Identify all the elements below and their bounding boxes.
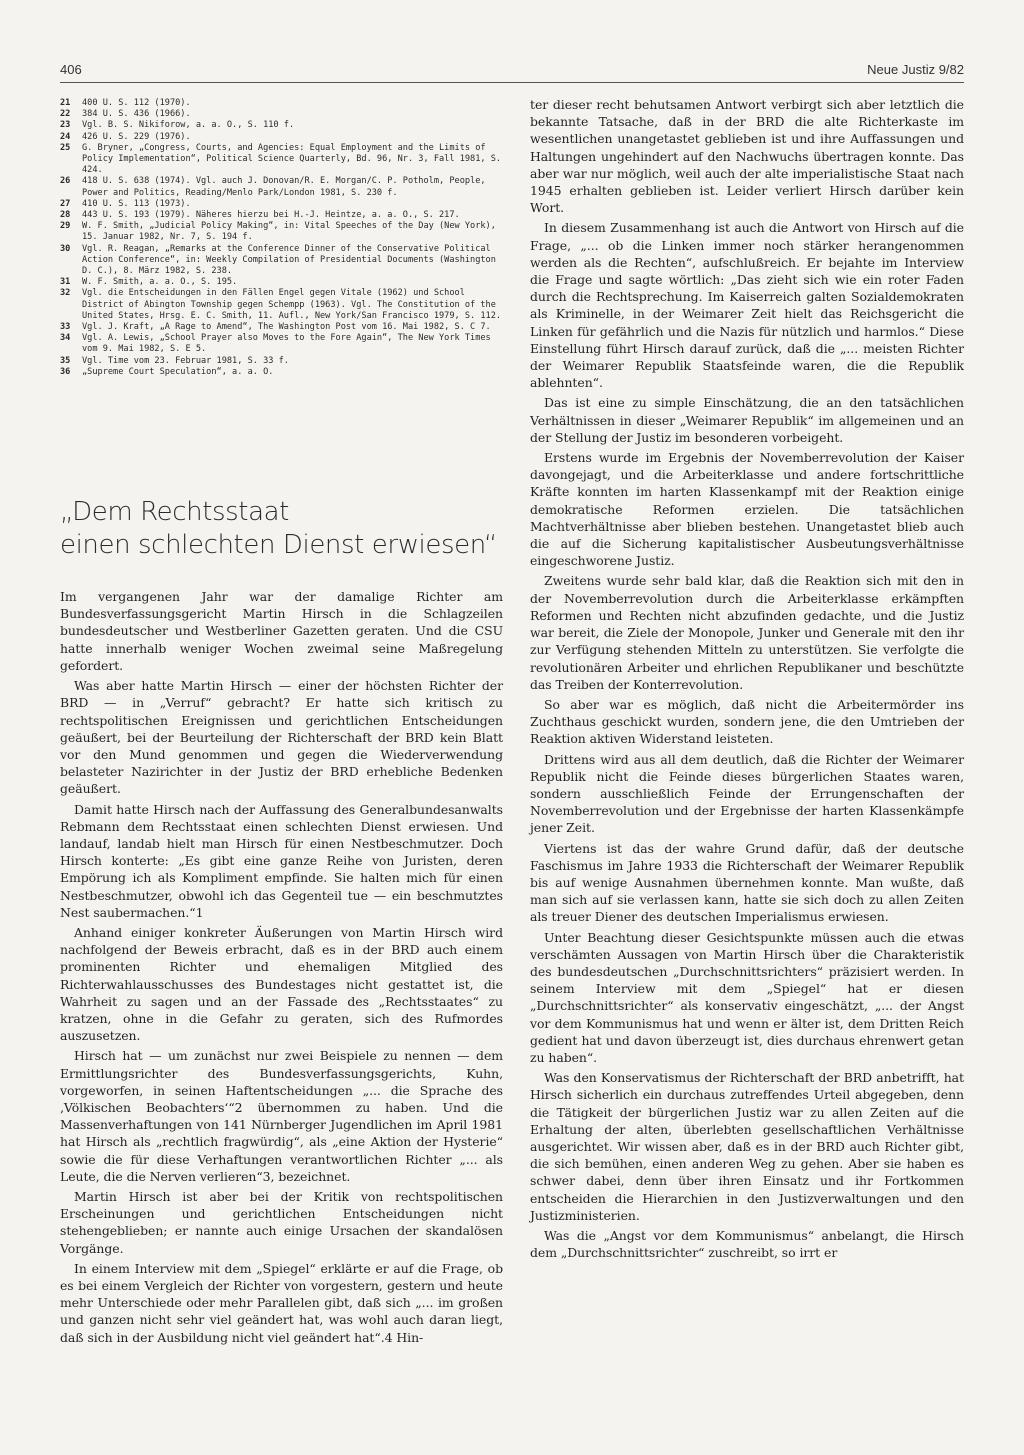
page-number: 406	[60, 62, 82, 77]
footnote	[60, 210, 503, 221]
paragraph: Zweitens wurde sehr bald klar, daß die Reaktion sich mit den in der Novemberrevolution durch die Arbeiterklasse erkämpften Reformen und Rechten nicht abzufinden gedachte, und die Justiz war bereit, die Ziele der Monopole, Junker und Generale mit den ihr zur Verfügung stehenden Mitteln zu unterstützen. Sie verfolgte die revolutionären Arbeiter und ehrlichen Republikaner und beschützte das Treiben der Konterrevolution.	[530, 573, 964, 692]
footnote	[60, 98, 503, 109]
footnote-text: 384 U. S. 436 (1966).	[82, 109, 191, 120]
left-column	[60, 98, 503, 1349]
footnote-text: Vgl. B. S. Nikiforow, a. a. O., S. 110 f.	[82, 120, 295, 131]
article-title	[60, 496, 503, 562]
paragraph: Martin Hirsch ist aber bei der Kritik von rechtspolitischen Erscheinungen und gerichtlichen Entscheidungen nicht stehengeblieben; er nannte auch einige Ursachen der skandalösen Vorgänge.	[60, 1188, 503, 1256]
footnote-number: 31	[60, 277, 71, 288]
footnote-number: 22	[60, 109, 71, 120]
footnote	[60, 244, 503, 278]
page-header	[60, 62, 964, 82]
paragraph: Drittens wird aus all dem deutlich, daß die Richter der Weimarer Republik nicht die Feinde dieses bürgerlichen Staates waren, sondern ausschließlich Feinde der Errungenschaften der Novemberrevolution und der Ergebnisse der harten Klassenkämpfe jener Zeit.	[530, 751, 964, 836]
paragraph: ter dieser recht behutsamen Antwort verbirgt sich aber letztlich die bekannte Tatsache, daß in der BRD die alte Richterkaste im wesentlichen unangetastet geblieben ist und ihre Auffassungen und Haltungen ungehindert auf den Nachwuchs übertragen konnte. Das aber war nur möglich, weil auch der alte imperialistische Staat nach 1945 erhalten geblieben ist. Leider verliert Hirsch darüber kein Wort.	[530, 97, 964, 216]
journal-issue: Neue Justiz 9/82	[867, 62, 964, 77]
footnote-text: 426 U. S. 229 (1976).	[82, 131, 191, 142]
footnote	[60, 132, 503, 143]
footnote	[60, 176, 503, 198]
footnote-number: 29	[60, 221, 71, 232]
article-title-line-2: einen schlechten Dienst erwiesen“	[60, 530, 497, 561]
footnote-number: 23	[60, 120, 71, 131]
footnote-text: G. Bryner, „Congress, Courts, and Agencies: Equal Employment and the Limits of Policy Implementation“, Political Science Quarterly, Bd. 96, Nr. 3, Fall 1981, S. 424.	[82, 142, 502, 176]
footnote-text: W. F. Smith, a. a. O., S. 195.	[82, 277, 238, 288]
footnote-text: 410 U. S. 113 (1973).	[82, 198, 191, 209]
footnote-text: 418 U. S. 638 (1974). Vgl. auch J. Donovan/R. E. Morgan/C. P. Potholm, People, Power and Politics, Reading/Menlo Park/London 1981, S. 230 f.	[82, 176, 486, 198]
footnote-number: 34	[60, 333, 71, 344]
right-column	[530, 96, 964, 1264]
paragraph: In einem Interview mit dem „Spiegel“ erklärte er auf die Frage, ob es bei einem Vergleich der Richter von vorgestern, gestern und heute mehr Unterschiede oder mehr Parallelen gibt, daß sich „... im großen und ganzen nicht sehr viel geändert hat, was wohl auch daran liegt, daß sich in der Ausbildung nicht viel geändert hat“.4 Hin-	[60, 1260, 503, 1345]
footnote	[60, 356, 503, 367]
paragraph: In diesem Zusammenhang ist auch die Antwort von Hirsch auf die Frage, „... ob die Linken immer noch stärker herangenommen werden als die Rechten“, aufschlußreich. Er bejahte im Interview die Frage und sagte wörtlich: „Das zieht sich wie ein roter Faden durch die Rechtsprechung. Im Kaiserreich galten Sozialdemokraten als Kriminelle, in der Weimarer Zeit hielt das Reichsgericht die Linken für gefährlich und die Nazis für nützlich und harmlos.“ Diese Einstellung führt Hirsch darauf zurück, daß die „... meisten Richter der Weimarer Republik Staatsfeinde waren, die die Republik ablehnten“.	[530, 220, 964, 391]
footnote	[60, 288, 503, 322]
footnote-text: 400 U. S. 112 (1970).	[82, 98, 191, 108]
paragraph: Erstens wurde im Ergebnis der Novemberrevolution der Kaiser davongejagt, und die Arbeiterklasse und andere fortschrittliche Kräfte konnten im harten Klassenkampf mit der Reaktion einige demokratische Reformen erzielen. Die tatsächlichen Machtverhältnisse aber blieben bestehen. Unangetastet blieb auch die auf die Sicherung kapitalistischer Ausbeutungsverhältnisse eingeschworene Justiz.	[530, 450, 964, 569]
footnote-text: Vgl. die Entscheidungen in den Fällen Engel gegen Vitale (1962) und School District of Abington Township gegen Schempp (1963). Vgl. The Constitution of the United States, Hrsg. E. C. Smith, 11. Aufl., New York/San Francisco 1979, S. 112.	[82, 288, 502, 321]
footnote-number: 25	[60, 142, 71, 153]
footnote-number: 35	[60, 355, 71, 366]
paragraph: Hirsch hat — um zunächst nur zwei Beispiele zu nennen — dem Ermittlungsrichter des Bundesverfassungsgerichts, Kuhn, vorgeworfen, in seinen Haftentscheidungen „... die Sprache des ‚Völkischen Beobachters‘“2 übernommen zu haben. Und die Massenverhaftungen von 141 Nürnberger Jugendlichen im April 1981 hat Hirsch als „rechtlich fragwürdig“, als „eine Aktion der Hysterie“ sowie die für diese Verhaftungen verantwortlichen Richter „... als Leute, die die Nerven verlieren“3, bezeichnet.	[60, 1048, 503, 1184]
left-body-text	[60, 588, 503, 1346]
footnote-text: Vgl. A. Lewis, „School Prayer also Moves to the Fore Again“, The New York Times vom 9. Mai 1982, S. E 5.	[82, 333, 491, 355]
footnote-number: 33	[60, 322, 71, 333]
footnote	[60, 367, 503, 378]
footnote	[60, 277, 503, 288]
footnote-text: Vgl. Time vom 23. Februar 1981, S. 33 f.	[82, 355, 289, 366]
footnote-number: 26	[60, 176, 71, 187]
footnote-text: „Supreme Court Speculation“, a. a. O.	[82, 366, 274, 377]
footnote-number: 28	[60, 210, 71, 221]
footnote	[60, 109, 503, 120]
paragraph: So aber war es möglich, daß nicht die Arbeitermörder ins Zuchthaus geschickt wurden, sondern jene, die den Umtrieben der Reaktion aktiven Widerstand leisteten.	[530, 696, 964, 747]
footnote	[60, 333, 503, 355]
footnote	[60, 322, 503, 333]
footnotes-list	[60, 98, 503, 378]
footnote-number: 21	[60, 98, 71, 108]
footnote	[60, 199, 503, 210]
footnote	[60, 120, 503, 131]
paragraph: Was aber hatte Martin Hirsch — einer der höchsten Richter der BRD — in „Verruf“ gebracht? Er hatte sich kritisch zu rechtspolitischen Ereignissen und gerichtlichen Entscheidungen geäußert, bei der Beurteilung der Richterschaft der BRD kein Blatt vor den Mund genommen und gegen die Wiederverwendung belasteter Nazirichter in der Justiz der BRD erhebliche Bedenken geäußert.	[60, 678, 503, 797]
footnote	[60, 143, 503, 177]
paragraph: Damit hatte Hirsch nach der Auffassung des Generalbundesanwalts Rebmann dem Rechtsstaat einen schlechten Dienst erwiesen. Und landauf, landab hielt man Hirsch für einen Nestbeschmutzer. Doch Hirsch konterte: „Es gibt eine ganze Reihe von Juristen, deren Empörung ich als Kompliment empfinde. Sie halten mich für einen Nestbeschmutzer, obwohl ich das Gegenteil tue — ein beschmutztes Nest saubermachen.“1	[60, 801, 503, 920]
paragraph: Was den Konservatismus der Richterschaft der BRD anbetrifft, hat Hirsch sicherlich ein durchaus zutreffendes Urteil abgegeben, denn die Tätigkeit der bürgerlichen Justiz war zu allen Zeiten auf die Erhaltung der alten, überlebten gesellschaftlichen Verhältnisse ausgerichtet. Wir wissen aber, daß es in der BRD auch Richter gibt, die sich bemühen, einen anderen Weg zu gehen. Aber sie haben es schwer dabei, denn über ihren Einsatz und ihr Fortkommen entscheiden die Hierarchien in den Justizverwaltungen und den Justizministerien.	[530, 1070, 964, 1223]
footnote-text: Vgl. J. Kraft, „A Rage to Amend“, The Washington Post vom 16. Mai 1982, S. C 7.	[82, 322, 491, 333]
paragraph: Im vergangenen Jahr war der damalige Richter am Bundesverfassungsgericht Martin Hirsch in die Schlagzeilen bundesdeutscher und Westberliner Gazetten geraten. Und die CSU hatte innerhalb weniger Wochen zweimal seine Maßregelung gefordert.	[60, 589, 503, 673]
paragraph: Was die „Angst vor dem Kommunismus“ anbelangt, die Hirsch dem „Durchschnittsrichter“ zuschreibt, so irrt er	[530, 1228, 964, 1261]
footnote-text: W. F. Smith, „Judicial Policy Making“, in: Vital Speeches of the Day (New York), 15. Januar 1982, Nr. 7, S. 194 f.	[82, 221, 496, 243]
paragraph: Das ist eine zu simple Einschätzung, die an den tatsächlichen Verhältnissen in dieser „Weimarer Republik“ im allgemeinen und an der Stellung der Justiz im besonderen vorbeigeht.	[530, 395, 964, 445]
paragraph: Unter Beachtung dieser Gesichtspunkte müssen auch die etwas verschämten Aussagen von Martin Hirsch über die Charakteristik des bundesdeutschen „Durchschnittsrichters“ präzisiert werden. In seinem Interview mit dem „Spiegel“ hat er diesen „Durchschnittsrichter“ als konservativ eingeschätzt, „... der Angst vor dem Kommunismus hat und wenn er älter ist, dem Dritten Reich gedient hat und davon überzeugt ist, dies durchaus ehrenwert getan zu haben“.	[530, 929, 964, 1065]
article-title-line-1: „Dem Rechtsstaat	[60, 497, 289, 528]
footnote-number: 24	[60, 131, 71, 142]
paragraph: Viertens ist das der wahre Grund dafür, daß der deutsche Faschismus im Jahre 1933 die Richterschaft der Weimarer Republik bis auf wenige Ausnahmen übernehmen konnte. Man wußte, daß man sich auf sie verlassen kann, hatte sie sich doch zu allen Zeiten als treuer Diener des deutschen Imperialismus erwiesen.	[530, 840, 964, 925]
footnote-number: 36	[60, 366, 71, 377]
footnote	[60, 221, 503, 243]
paragraph: Anhand einiger konkreter Äußerungen von Martin Hirsch wird nachfolgend der Beweis erbracht, daß es in der BRD auch einem prominenten Richter und ehemaligen Mitglied des Richterwahlausschusses des Bundestages nicht gestattet ist, die Wahrheit zu sagen und an der Fassade des „Rechtsstaates“ zu kratzen, ohne in die Gefahr zu geraten, sich des Rufmordes auszusetzen.	[60, 924, 503, 1044]
footnote-number: 27	[60, 198, 71, 209]
header-rule	[60, 82, 964, 83]
footnote-number: 32	[60, 288, 71, 299]
footnote-number: 30	[60, 243, 71, 254]
footnote-text: Vgl. R. Reagan, „Remarks at the Conference Dinner of the Conservative Political Action Conference“, in: Weekly Compilation of Presidential Documents (Washington D. C.), 8. März 1982, S. 238.	[82, 243, 496, 277]
footnote-text: 443 U. S. 193 (1979). Näheres hierzu bei H.-J. Heintze, a. a. O., S. 217.	[82, 210, 460, 221]
